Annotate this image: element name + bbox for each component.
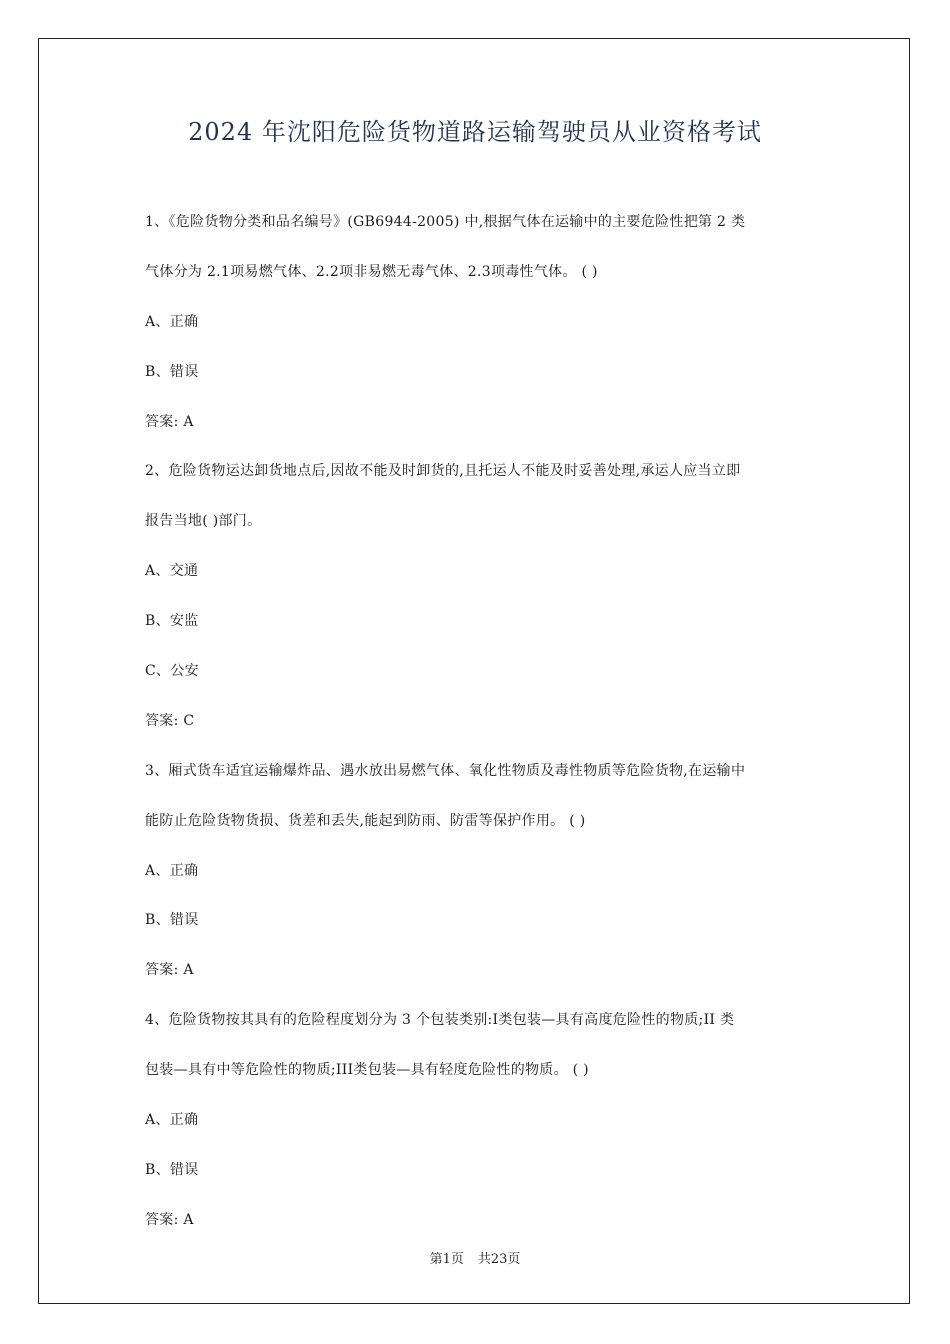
question-1 <box>145 198 810 447</box>
question-2-option-a: A、交通 <box>145 563 199 580</box>
document-title: 2024 年沈阳危险货物道路运输驾驶员从业资格考试 <box>188 118 762 146</box>
question-3-stem-line-2: 能防止危险货物货损、货差和丢失,能起到防雨、防雷等保护作用。 ( ) <box>145 812 586 829</box>
question-2-stem-line-2: 报告当地( )部门。 <box>145 513 262 530</box>
question-2 <box>145 447 810 746</box>
question-list <box>145 198 810 1246</box>
question-4-option-a: A、正确 <box>145 1112 199 1129</box>
question-3-answer: 答案: A <box>145 962 194 979</box>
question-2-answer: 答案: C <box>145 712 195 729</box>
question-3-stem-line-1: 3、厢式货车适宜运输爆炸品、遇水放出易燃气体、氧化性物质及毒性物质等危险货物,在运输中 <box>145 762 746 779</box>
question-1-option-b: B、错误 <box>145 363 199 380</box>
question-1-answer: 答案: A <box>145 413 194 430</box>
page-footer <box>0 1248 950 1267</box>
question-3-option-b: B、错误 <box>145 912 199 929</box>
question-2-stem-line-1: 2、危险货物运达卸货地点后,因故不能及时卸货的,且托运人不能及时妥善处理,承运人应当立即 <box>145 463 741 480</box>
page-number: 第1页 <box>429 1252 464 1267</box>
question-2-option-c: C、公安 <box>145 663 199 680</box>
page-total: 共23页 <box>477 1252 521 1267</box>
question-1-option-a: A、正确 <box>145 313 199 330</box>
question-4-stem-line-1: 4、危险货物按其具有的危险程度划分为 3 个包装类别:I类包装—具有高度危险性的物质;II 类 <box>145 1012 735 1029</box>
question-2-option-b: B、安监 <box>145 613 199 630</box>
question-4-answer: 答案: A <box>145 1211 194 1228</box>
question-1-stem-line-1: 1、《危险货物分类和品名编号》(GB6944-2005) 中,根据气体在运输中的主要危险性把第 2 类 <box>145 214 746 230</box>
question-4-stem-line-2: 包装—具有中等危险性的物质;III类包装—具有轻度危险性的物质。 ( ) <box>145 1062 589 1079</box>
question-4 <box>145 996 810 1245</box>
question-3 <box>145 747 810 996</box>
question-4-option-b: B、错误 <box>145 1161 199 1178</box>
question-1-stem-line-2: 气体分为 2.1项易燃气体、2.2项非易燃无毒气体、2.3项毒性气体。 ( ) <box>145 263 598 280</box>
question-3-option-a: A、正确 <box>145 862 199 879</box>
